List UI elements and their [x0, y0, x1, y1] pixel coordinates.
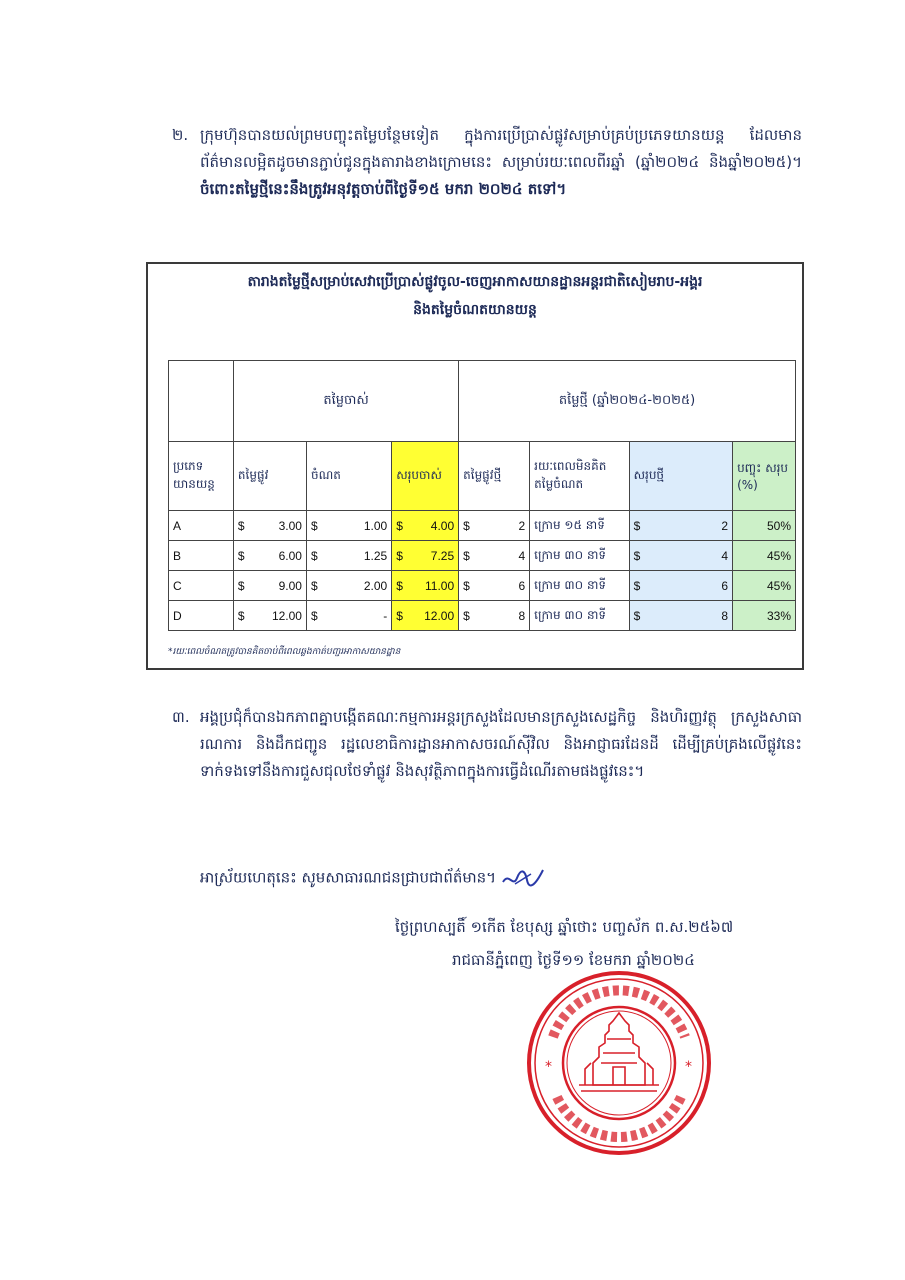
cell-discount: 45%	[733, 541, 796, 571]
currency-symbol: $	[463, 608, 470, 623]
closing-text: អាស្រ័យហេតុនេះ សូមសាធារណជនជ្រាបជាព័ត៌មាន។	[200, 868, 497, 887]
header-free-parking: រយៈពេលមិនគិតតម្លៃចំណត	[530, 442, 629, 511]
section-2-text: ក្រុមហ៊ុនបានយល់ព្រមបញ្ចុះតម្លៃបន្ថែមទៀត ក្នុងការប្រើប្រាស់ផ្លូវសម្រាប់គ្រប់ប្រភេទយានយន្ត ដែលមានព័ត៌មានលម្អិតដូចមានភ្ជាប់ជូនក្នុងតារាងខាងក្រោមនេះ សម្រាប់រយៈពេលពីរឆ្នាំ (ឆ្នាំ២០២៤ និងឆ្នាំ២០២៥)។	[200, 126, 802, 171]
cell-new-total: $ 6	[629, 571, 732, 601]
section-2-body	[200, 122, 802, 203]
cell-old-total: $ 11.00	[392, 571, 459, 601]
cell-free-parking: ក្រោម ៣០ នាទី	[530, 601, 629, 631]
section-2	[172, 122, 802, 203]
currency-symbol: $	[633, 608, 641, 623]
cell-old-parking: $ 1.25	[306, 541, 391, 571]
currency-symbol: $	[237, 518, 245, 533]
currency-symbol: $	[396, 578, 403, 593]
cell-new-road: $ 2	[459, 511, 530, 541]
section-2-number: ២.	[172, 126, 189, 144]
header-new-road: តម្លៃផ្លូវថ្មី	[459, 442, 530, 511]
currency-symbol: $	[396, 548, 403, 563]
cell-old-total: $ 7.25	[392, 541, 459, 571]
cell-old-parking: $ 2.00	[306, 571, 391, 601]
fee-table-frame	[146, 262, 804, 670]
cell-new-road: $ 4	[459, 541, 530, 571]
header-discount: បញ្ចុះ សរុប (%)	[733, 442, 796, 511]
cell-old-road: $ 3.00	[233, 511, 306, 541]
cell-free-parking: ក្រោម ៣០ នាទី	[530, 541, 629, 571]
currency-symbol: $	[633, 578, 641, 593]
cell-old-road: $ 9.00	[233, 571, 306, 601]
table-footnote: *រយៈពេលចំណតត្រូវបានគិតចាប់ពីពេលឆ្លងកាត់បញ្ជរអាកាសយានដ្ឋាន	[168, 647, 401, 657]
cell-free-parking: ក្រោម ១៥ នាទី	[530, 511, 629, 541]
cell-old-road: $ 6.00	[233, 541, 306, 571]
cell-old-parking: $ -	[306, 601, 391, 631]
header-old-parking: ចំណត	[306, 442, 391, 511]
svg-text:*: *	[685, 1059, 692, 1075]
currency-symbol: $	[633, 518, 641, 533]
group-old-prices: តម្លៃចាស់	[233, 361, 458, 442]
section-2-effective-date: ចំពោះតម្លៃថ្មីនេះនឹងត្រូវអនុវត្តចាប់ពីថ្ងៃទី១៥ មករា ២០២៤ តទៅ។	[200, 180, 567, 198]
official-seal	[523, 967, 715, 1159]
table-title-line2: និងតម្លៃចំណតយានយន្ត	[413, 302, 537, 318]
date-lunar: ថ្ងៃព្រហស្បតិ៍ ១កើត ខែបុស្ស ឆ្នាំថោះ បញ្ចស័ក ព.ស.២៥៦៧	[395, 918, 734, 936]
section-3-body: អង្គប្រជុំក៏បានឯកភាពគ្នាបង្កើតគណៈកម្មការអន្តរក្រសួងដែលមានក្រសួងសេដ្ឋកិច្ច និងហិរញ្ញវត្ថុ ក្រសួងសាធារណការ និងដឹកជញ្ជូន រដ្ឋលេខាធិការដ្ឋានអាកាសចរណ៍ស៊ីវិល និងអាជ្ញាធរដែនដី ដើម្បីគ្រប់គ្រងលើផ្លូវនេះទាក់ទងទៅនឹងការជួសជុលថែទាំផ្លូវ និងសុវត្ថិភាពក្នុងការធ្វើដំណើរតាមផងផ្លូវនេះ។	[200, 708, 802, 780]
cell-old-total: $ 12.00	[392, 601, 459, 631]
header-old-total: សរុបចាស់	[392, 442, 459, 511]
table-row	[169, 541, 796, 571]
cell-type: C	[169, 571, 234, 601]
table-row	[169, 601, 796, 631]
cell-discount: 45%	[733, 571, 796, 601]
currency-symbol: $	[310, 518, 318, 533]
closing-line	[200, 866, 545, 891]
cell-new-total: $ 2	[629, 511, 732, 541]
currency-symbol: $	[310, 548, 318, 563]
cell-new-total: $ 4	[629, 541, 732, 571]
currency-symbol: $	[633, 548, 641, 563]
group-new-prices: តម្លៃថ្មី (ឆ្នាំ២០២៤-២០២៥)	[459, 361, 796, 442]
table-title-line1: តារាងតម្លៃថ្មីសម្រាប់សេវាប្រើប្រាស់ផ្លូវចូល-ចេញអាកាសយានដ្ឋានអន្តរជាតិសៀមរាប-អង្គរ	[247, 274, 703, 290]
cell-old-parking: $ 1.00	[306, 511, 391, 541]
initials-signature	[501, 866, 545, 890]
currency-symbol: $	[463, 518, 470, 533]
section-3	[172, 704, 802, 785]
currency-symbol: $	[237, 608, 245, 623]
currency-symbol: $	[237, 548, 245, 563]
header-vehicle-type: ប្រភេទ យានយន្ត	[169, 442, 234, 511]
svg-text:*: *	[545, 1059, 552, 1075]
date-solar: រាជធានីភ្នំពេញ ថ្ងៃទី១១ ខែមករា ឆ្នាំ២០២៤	[452, 951, 695, 969]
section-3-number: ៣.	[172, 708, 190, 726]
table-row	[169, 511, 796, 541]
cell-new-total: $ 8	[629, 601, 732, 631]
table-row	[169, 571, 796, 601]
currency-symbol: $	[310, 608, 318, 623]
cell-type: D	[169, 601, 234, 631]
cell-new-road: $ 6	[459, 571, 530, 601]
fee-table	[168, 360, 796, 631]
currency-symbol: $	[396, 518, 403, 533]
currency-symbol: $	[396, 608, 403, 623]
cell-old-road: $ 12.00	[233, 601, 306, 631]
cell-discount: 33%	[733, 601, 796, 631]
column-header-row	[169, 442, 796, 511]
cell-old-total: $ 4.00	[392, 511, 459, 541]
cell-type: A	[169, 511, 234, 541]
currency-symbol: $	[310, 578, 318, 593]
group-header-row	[169, 361, 796, 442]
currency-symbol: $	[463, 578, 470, 593]
header-new-total: សរុបថ្មី	[629, 442, 732, 511]
cell-discount: 50%	[733, 511, 796, 541]
group-blank	[169, 361, 234, 442]
cell-free-parking: ក្រោម ៣០ នាទី	[530, 571, 629, 601]
cell-type: B	[169, 541, 234, 571]
header-old-road: តម្លៃផ្លូវ	[233, 442, 306, 511]
currency-symbol: $	[463, 548, 470, 563]
currency-symbol: $	[237, 578, 245, 593]
cell-new-road: $ 8	[459, 601, 530, 631]
